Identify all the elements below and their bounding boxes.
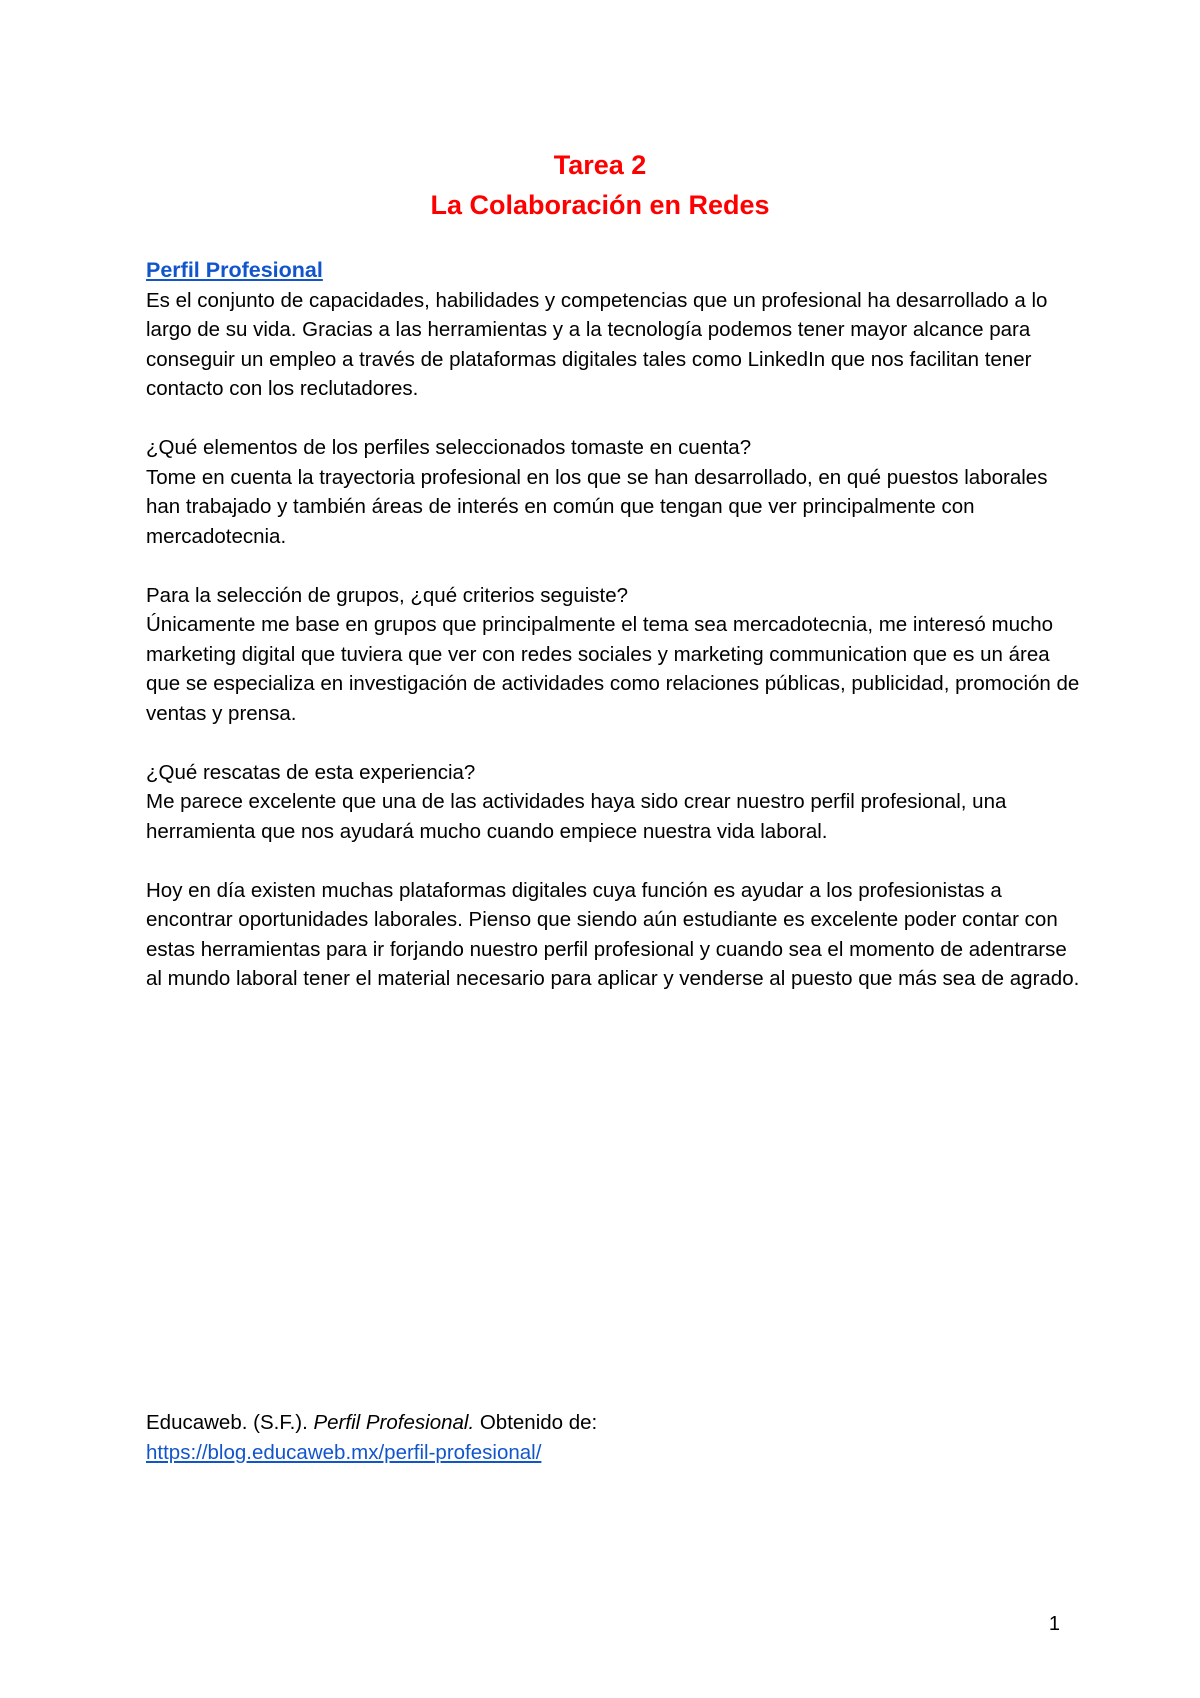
spacer [146,728,1086,758]
section-heading-link[interactable]: Perfil Profesional [146,258,323,282]
title-line-2: La Colaboración en Redes [430,190,770,220]
page-number: 1 [1048,1613,1060,1635]
citation-obtained: Obtenido de: [474,1411,598,1434]
answer-2: Únicamente me base en grupos que principalmente el tema sea mercadotecnia, me interesó mucho marketing digital que tuviera que ver con redes sociales y marketing communication que es un área que se especializa en investigación de actividades como relaciones públicas, publicidad, promoción de ventas y prensa. [146,613,1080,725]
question-3: ¿Qué rescatas de esta experiencia? [146,760,476,784]
spacer [146,846,1086,876]
citation-work-title: Perfil Profesional. [313,1411,475,1434]
spacer [146,551,1086,581]
answer-3: Me parece excelente que una de las actividades haya sido crear nuestro perfil profesional, una herramienta que nos ayudará mucho cuando empiece nuestra vida laboral. [146,790,1007,843]
intro-paragraph: Es el conjunto de capacidades, habilidades y competencias que un profesional ha desarrollado a lo largo de su vida. Gracias a las herramientas y a la tecnología podemos tener mayor alcance para conseguir un empleo a través de plataformas digitales tales como LinkedIn que nos facilitan tener contacto con los reclutadores. [146,288,1048,400]
reference-citation [146,1408,1086,1467]
citation-author: Educaweb. (S.F.). [146,1411,314,1434]
answer-1: Tome en cuenta la trayectoria profesional en los que se han desarrollado, en qué puestos laborales han trabajado y también áreas de interés en común que tengan que ver principalmente con mercadotecnia. [146,465,1048,548]
document-title [0,145,1200,225]
question-1: ¿Qué elementos de los perfiles seleccionados tomaste en cuenta? [146,436,752,459]
citation-url-link[interactable]: https://blog.educaweb.mx/perfil-profesional/ [146,1440,542,1464]
citation-line [146,1408,1086,1438]
closing-paragraph: Hoy en día existen muchas plataformas digitales cuya función es ayudar a los profesionistas a encontrar oportunidades laborales. Pienso que siendo aún estudiante es excelente poder contar con estas herramientas para ir forjando nuestro perfil profesional y cuando sea el momento de adentrarse al mundo laboral tener el material necesario para aplicar y venderse al puesto que más sea de agrado. [146,878,1080,990]
document-body [146,256,1086,994]
title-line-1: Tarea 2 [553,150,647,180]
question-2: Para la selección de grupos, ¿qué criterios seguiste? [146,583,629,607]
spacer [146,404,1086,434]
